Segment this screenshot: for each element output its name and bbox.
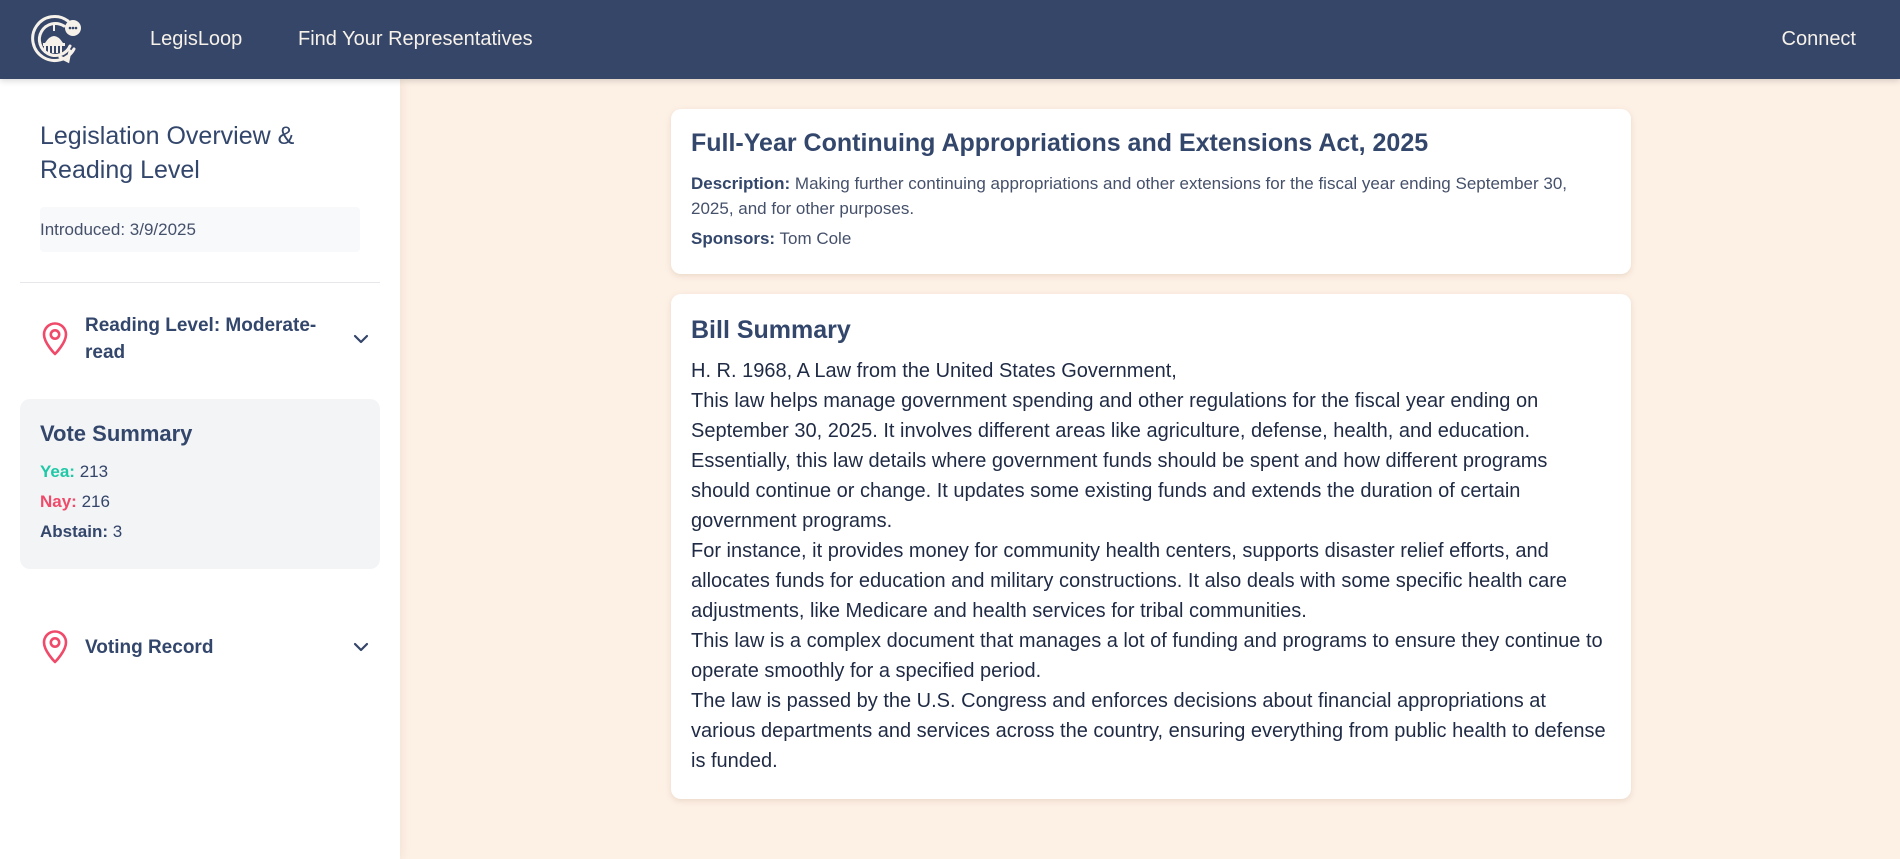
voting-record-label: Voting Record — [85, 636, 214, 658]
summary-paragraph: This law helps manage government spending and other regulations for the fiscal year ending on September 30, 2025. It involves different areas like agriculture, defense, health, and education. Essentially, this law details where government funds should be spent and how different programs should continue or change. It updates some existing funds and extends the duration of certain government programs. — [691, 390, 1548, 532]
bill-description — [691, 171, 1611, 221]
nav-find-representatives[interactable]: Find Your Representatives — [298, 28, 533, 50]
bill-title: Full-Year Continuing Appropriations and Extensions Act, 2025 — [691, 129, 1429, 157]
map-pin-icon — [40, 321, 70, 357]
summary-paragraph: The law is passed by the U.S. Congress and enforces decisions about financial appropriations at various departments and services across the country, ensuring everything from public health to defense is funded. — [691, 690, 1606, 772]
chevron-down-icon[interactable] — [352, 641, 370, 653]
summary-paragraph: This law is a complex document that manages a lot of funding and programs to ensure they continue to operate smoothly for a specified period. — [691, 630, 1603, 682]
bill-summary-title: Bill Summary — [691, 316, 851, 344]
sponsors-text: Tom Cole — [779, 229, 852, 248]
sidebar-divider — [20, 282, 380, 283]
legisloop-logo[interactable] — [30, 13, 84, 65]
vote-yea-row — [40, 457, 360, 487]
bill-summary-card — [671, 294, 1631, 799]
description-text: Making further continuing appropriations and other extensions for the fiscal year ending September 30, 2025, and for other purposes. — [691, 174, 1567, 218]
abstain-label: Abstain: — [40, 522, 108, 541]
nay-count: 216 — [81, 492, 110, 511]
description-label: Description: — [691, 174, 791, 193]
introduced-date: Introduced: 3/9/2025 — [40, 207, 360, 252]
sidebar — [0, 79, 400, 859]
bill-info-card — [671, 109, 1631, 274]
reading-level-accordion[interactable] — [40, 311, 370, 367]
top-navbar — [0, 0, 1900, 79]
summary-paragraph: H. R. 1968, A Law from the United States Government, — [691, 360, 1177, 382]
bill-sponsors — [691, 226, 1611, 251]
vote-summary-title: Vote Summary — [40, 421, 193, 446]
vote-summary-panel — [20, 399, 380, 569]
nay-label: Nay: — [40, 492, 77, 511]
summary-paragraph: For instance, it provides money for community health centers, supports disaster relief efforts, and allocates funds for education and military constructions. It also deals with some specific health care adjustments, like Medicare and health services for tribal communities. — [691, 540, 1567, 622]
vote-nay-row — [40, 487, 360, 517]
reading-level-label: Reading Level: Moderate-read — [85, 315, 317, 363]
vote-abstain-row — [40, 517, 360, 547]
map-pin-icon — [40, 629, 70, 665]
sidebar-title: Legislation Overview & Reading Level — [40, 122, 295, 184]
voting-record-accordion[interactable] — [40, 619, 370, 675]
chevron-down-icon[interactable] — [352, 333, 370, 345]
nav-connect[interactable]: Connect — [1781, 28, 1856, 50]
capitol-chat-logo-icon — [30, 13, 84, 65]
yea-label: Yea: — [40, 462, 75, 481]
nav-legisloop[interactable]: LegisLoop — [150, 28, 243, 50]
yea-count: 213 — [79, 462, 109, 481]
sponsors-label: Sponsors: — [691, 229, 776, 248]
abstain-count: 3 — [112, 522, 123, 541]
